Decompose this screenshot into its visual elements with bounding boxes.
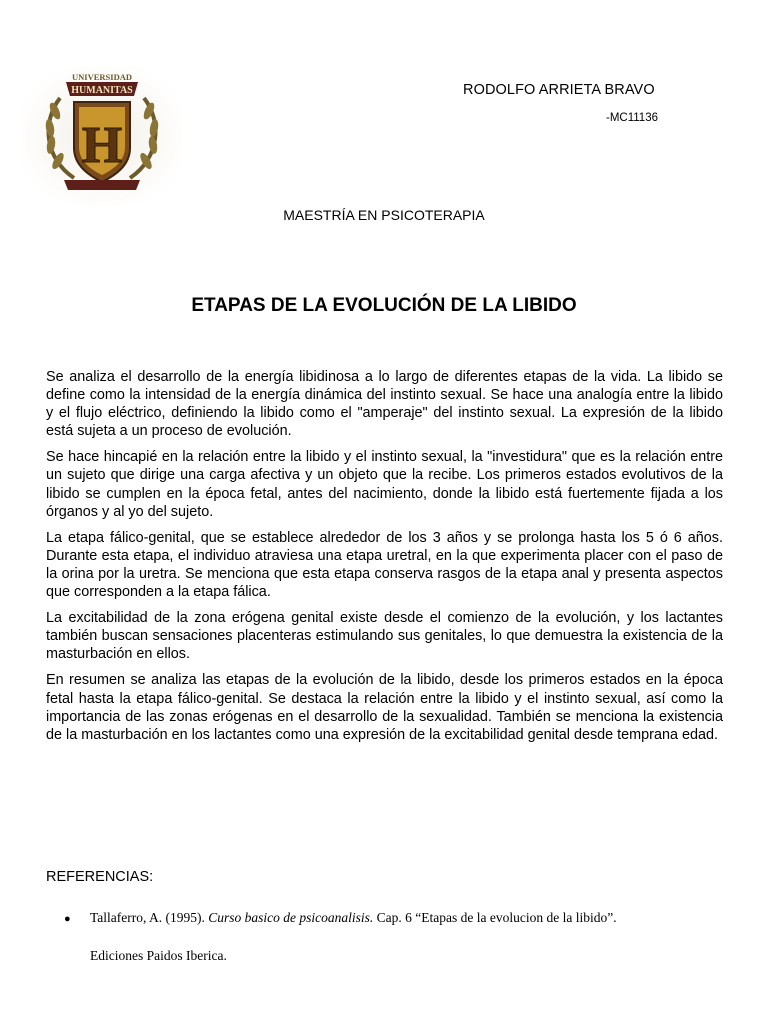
student-id: -MC11136 [606,112,658,124]
reference-author: Tallaferro, A. (1995). [90,910,209,925]
reference-text [90,910,617,926]
references-heading: REFERENCIAS: [46,869,154,885]
bullet-icon: ● [64,913,71,925]
reference-list [64,910,744,964]
author-name: RODOLFO ARRIETA BRAVO [463,82,655,98]
paragraph: Se hace hincapié en la relación entre la libido y el instinto sexual, la "investidura" que es la relación entre un sujeto que dirige una carga afectiva y un objeto que la recibe. Los primeros estados evolutivos de la libido se cumplen en la época fetal, antes del nacimiento, donde la libido está fuertemente fijada a los órganos y al yo del sujeto. [46,449,723,520]
svg-text:H: H [81,117,123,174]
reference-detail: Cap. 6 “Etapas de la evolucion de la libido”. [373,910,617,925]
svg-text:HUMANITAS: HUMANITAS [71,85,133,96]
paragraph: La etapa fálico-genital, que se establece alrededor de los 3 años y se prolonga hasta los 5 ó 6 años. Durante esta etapa, el individuo atraviesa una etapa uretral, en la que experimenta placer con el paso de la orina por la uretra. Se menciona que esta etapa conserva rasgos de la etapa anal y presenta aspectos que corresponden a la etapa fálica. [46,529,723,601]
paragraph: La excitabilidad de la zona erógena genital existe desde el comienzo de la evolución, y los lactantes también buscan sensaciones placenteras estimulando sus genitales, lo que demuestra la existencia de la masturbación en ellos. [46,610,723,663]
paragraph: Se analiza el desarrollo de la energía libidinosa a lo largo de diferentes etapas de la vida. La libido se define como la intensidad de la energía dinámica del instinto sexual. Se hace una analogía entre la libido y el flujo eléctrico, definiendo la libido como el "amperaje" del instinto sexual. La expresión de la libido está sujeta a un proceso de evolución. [46,369,723,440]
reference-publisher: Ediciones Paidos Iberica. [90,948,227,963]
svg-text:UNIVERSIDAD: UNIVERSIDAD [72,72,132,82]
program-name: MAESTRÍA EN PSICOTERAPIA [283,207,485,223]
document-title: ETAPAS DE LA EVOLUCIÓN DE LA LIBIDO [191,295,577,316]
reference-item [64,910,744,926]
reference-work: Curso basico de psicoanalisis. [208,910,374,925]
document-body [46,368,723,752]
university-logo [22,66,182,206]
paragraph: En resumen se analiza las etapas de la evolución de la libido, desde los primeros estados en la época fetal hasta la etapa fálico-genital. Se destaca la relación entre la libido y el instinto sexual, así como la importancia de las zonas erógenas en el desarrollo de la sexualidad. También se menciona la existencia de la masturbación en los lactantes como una expresión de la excitabilidad genital desde temprana edad. [46,672,723,743]
university-crest-logo-icon [22,66,182,206]
